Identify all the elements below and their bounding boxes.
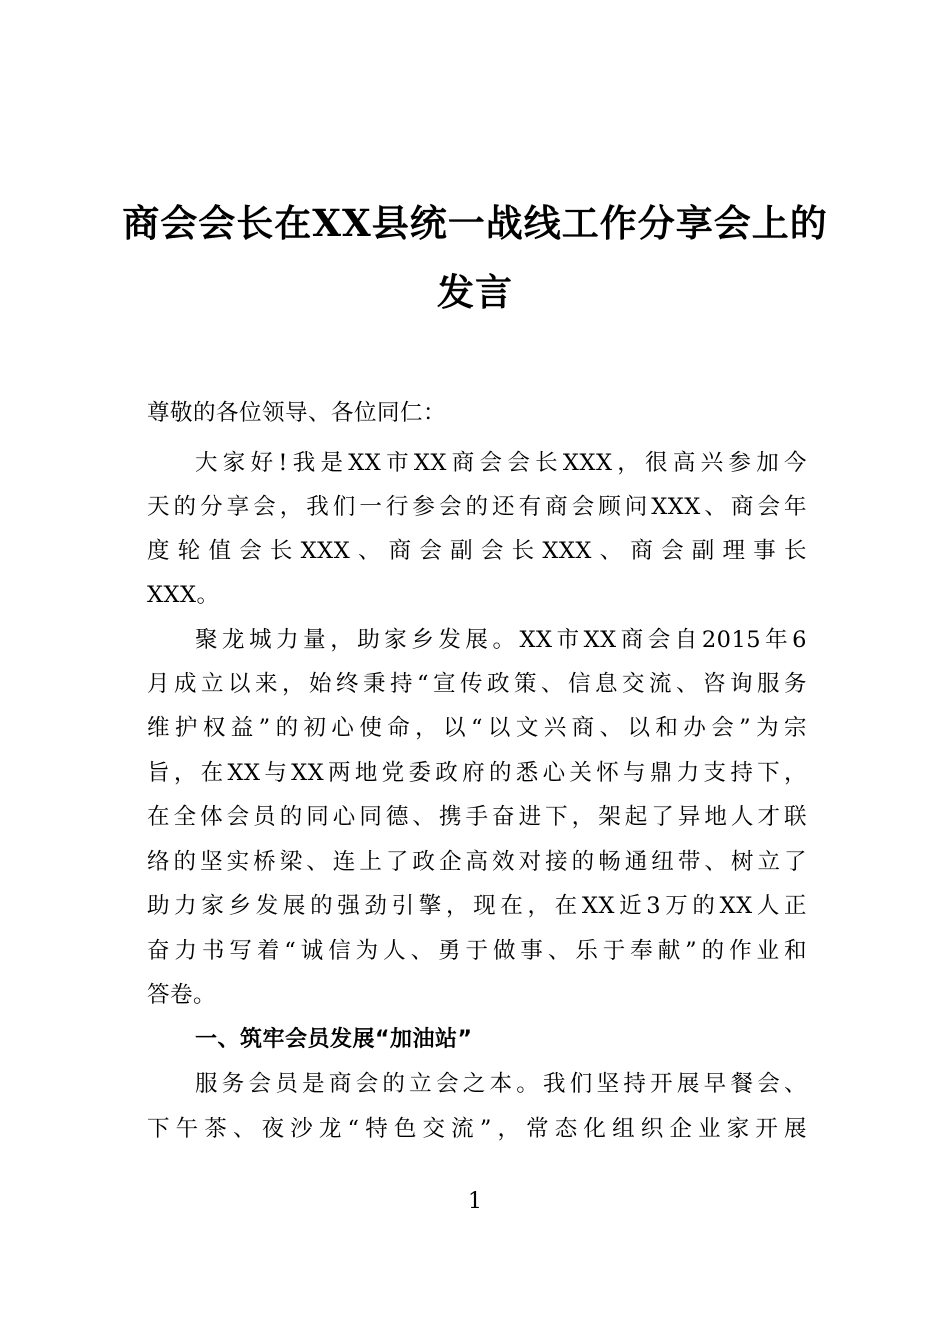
paragraph-line: 助力家乡发展的强劲引擎，现在，在XX近3万的XX人正: [147, 893, 807, 919]
paragraph-line: 大家好!我是XX市XX商会会长XXX，很高兴参加今: [195, 450, 807, 476]
paragraph-line: 聚龙城力量，助家乡发展。XX市XX商会自2015年6: [195, 627, 807, 653]
paragraph-line: 答卷。: [147, 982, 217, 1008]
paragraph-line: 在全体会员的同心同德、携手奋进下，架起了异地人才联: [147, 804, 807, 830]
paragraph-line: 下午茶、夜沙龙“特色交流”，常态化组织企业家开展: [147, 1116, 807, 1142]
paragraph-line: 络的坚实桥梁、连上了政企高效对接的畅通纽带、树立了: [147, 849, 807, 875]
document-title-line-2: 发言: [437, 270, 513, 314]
salutation: 尊敬的各位领导、各位同仁：: [147, 400, 447, 426]
paragraph-line: 旨，在XX与XX两地党委政府的悉心关怀与鼎力支持下，: [147, 760, 807, 786]
paragraph-line: 度轮值会长XXX、商会副会长XXX、商会副理事长: [147, 538, 807, 564]
paragraph-line: 维护权益”的初心使命，以“以文兴商、以和办会”为宗: [147, 715, 807, 741]
paragraph-line: 月成立以来，始终秉持“宣传政策、信息交流、咨询服务: [147, 671, 807, 697]
page-number: 1: [468, 1189, 482, 1214]
paragraph-line: 服务会员是商会的立会之本。我们坚持开展早餐会、: [195, 1071, 807, 1097]
section-heading: 一、筑牢会员发展“加油站”: [195, 1027, 473, 1052]
document-title-line-1: 商会会长在XX县统一战线工作分享会上的: [122, 201, 828, 245]
paragraph-line: XXX。: [147, 582, 220, 608]
paragraph-line: 奋力书写着“诚信为人、勇于做事、乐于奉献”的作业和: [147, 938, 807, 964]
paragraph-line: 天的分享会，我们一行参会的还有商会顾问XXX、商会年: [147, 494, 807, 520]
